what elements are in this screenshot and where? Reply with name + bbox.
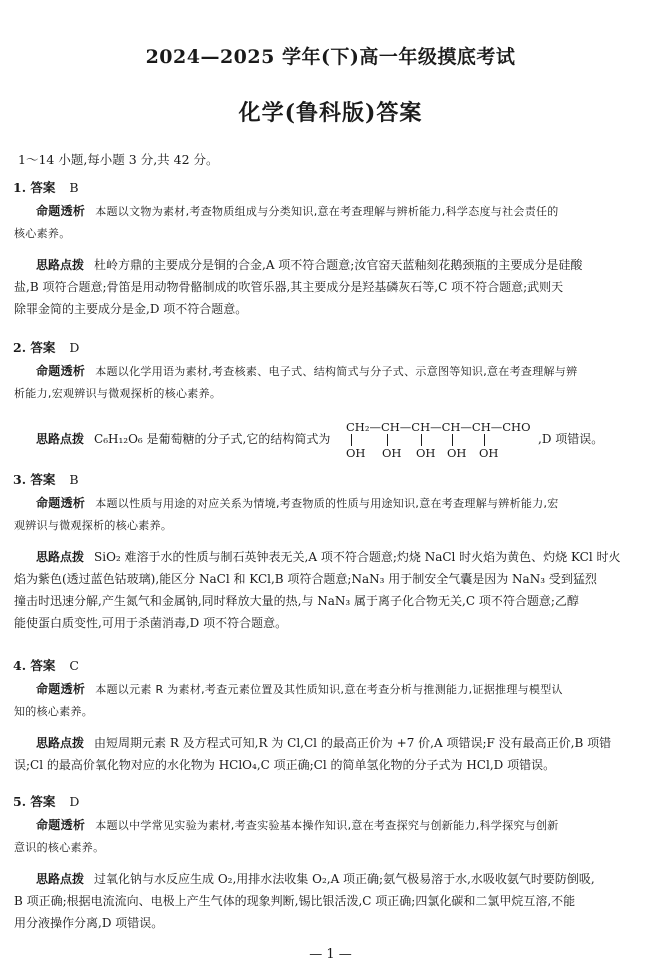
structure-oh: OH [447,446,467,460]
question-2-hint-tail: ,D 项错误。 [538,432,604,446]
page-number: — 1 — [309,947,352,962]
question-3-hint: 思路点拨 SiO₂ 难溶于水的性质与制石英钟表无关,A 项不符合题意;灼烧 NaCl 时火焰为黄色、灼烧 KCl 时火 焰为紫色(透过蓝色钴玻璃),能区分 NaCl 和 KCl,B 项符合题意;NaN₃ 用于制安全气囊是因为 NaN₃ 受到猛烈 撞击时迅速分解,产生氮气和金属钠,同时释放大量的热,与 NaN₃ 属于离子化合物无关,C 项不符合题意;乙醇 能使蛋白质变性,可用于杀菌消毒,D 项不符合题意。 [14,550,621,630]
question-1-head: 1. 答案 B [13,180,79,195]
structure-bond [421,434,422,446]
structure-oh: OH [346,446,366,460]
question-2-hint: 思路点拨 C₆H₁₂O₆ 是葡萄糖的分子式,它的结构简式为 [36,432,331,446]
structure-oh: OH [416,446,436,460]
structure-bond [351,434,352,446]
question-1-answer: B [69,180,79,195]
question-4-head: 4. 答案 C [13,658,79,673]
question-1-hint: 思路点拨 杜岭方鼎的主要成分是铜的合金,A 项不符合题意;汝官窑天蓝釉刻花鹅颈瓶的主要成分是硅酸 盐,B 项符合题意;骨笛是用动物骨骼制成的吹管乐器,其主要成分是羟基磷灰石等,C 项不符合题意;武则天 除罪金简的主要成分是金,D 项不符合题意。 [14,258,583,316]
structure-bond [484,434,485,446]
structure-oh: OH [382,446,402,460]
glucose-structure-chain: CH₂—CH—CH—CH—CH—CHO [346,420,531,434]
question-5-analysis: 命题透析 本题以中学常见实验为素材,考查实验基本操作知识,意在考查探究与创新能力,科学探究与创新 意识的核心素养。 [14,818,559,854]
question-2-head: 2. 答案 D [13,340,80,355]
question-1-analysis: 命题透析 本题以文物为素材,考查物质组成与分类知识,意在考查理解与辨析能力,科学态度与社会责任的 核心素养。 [14,204,559,240]
question-4-analysis: 命题透析 本题以元素 R 为素材,考查元素位置及其性质知识,意在考查分析与推测能力,证据推理与模型认 知的核心素养。 [14,682,563,718]
question-2-analysis: 命题透析 本题以化学用语为素材,考查核素、电子式、结构简式与分子式、示意图等知识,意在考查理解与辨 析能力,宏观辨识与微观探析的核心素养。 [14,364,578,400]
glucose-structure [346,420,536,464]
structure-bond [452,434,453,446]
structure-oh: OH [479,446,499,460]
question-3-answer: B [69,472,79,487]
answer-subtitle: 化学(鲁科版)答案 [238,100,423,126]
question-2-answer: D [69,340,80,355]
question-4-hint: 思路点拨 由短周期元素 R 及方程式可知,R 为 Cl,Cl 的最高正价为 +7 价,A 项错误;F 没有最高正价,B 项错 误;Cl 的最高价氧化物对应的水化物为 HClO₄,C 项正确;Cl 的简单氢化物的分子式为 HCl,D 项错误。 [14,736,612,772]
structure-bond [387,434,388,446]
exam-title: 2024—2025 学年(下)高一年级摸底考试 [145,46,516,68]
question-5-head: 5. 答案 D [13,794,80,809]
question-4-answer: C [69,658,79,673]
question-5-hint: 思路点拨 过氧化钠与水反应生成 O₂,用排水法收集 O₂,A 项正确;氨气极易溶于水,水吸收氨气时要防倒吸, B 项正确;根据电流流向、电极上产生气体的现象判断,锡比银活泼,C 项正确;四氯化碳和二氯甲烷互溶,不能 用分液操作分离,D 项错误。 [14,872,595,930]
question-3-analysis: 命题透析 本题以性质与用途的对应关系为情境,考查物质的性质与用途知识,意在考查理解与辨析能力,宏 观辨识与微观探析的核心素养。 [14,496,559,532]
question-3-head: 3. 答案 B [13,472,79,487]
scoring-intro: 1～14 小题,每小题 3 分,共 42 分。 [18,152,219,167]
question-5-answer: D [69,794,80,809]
